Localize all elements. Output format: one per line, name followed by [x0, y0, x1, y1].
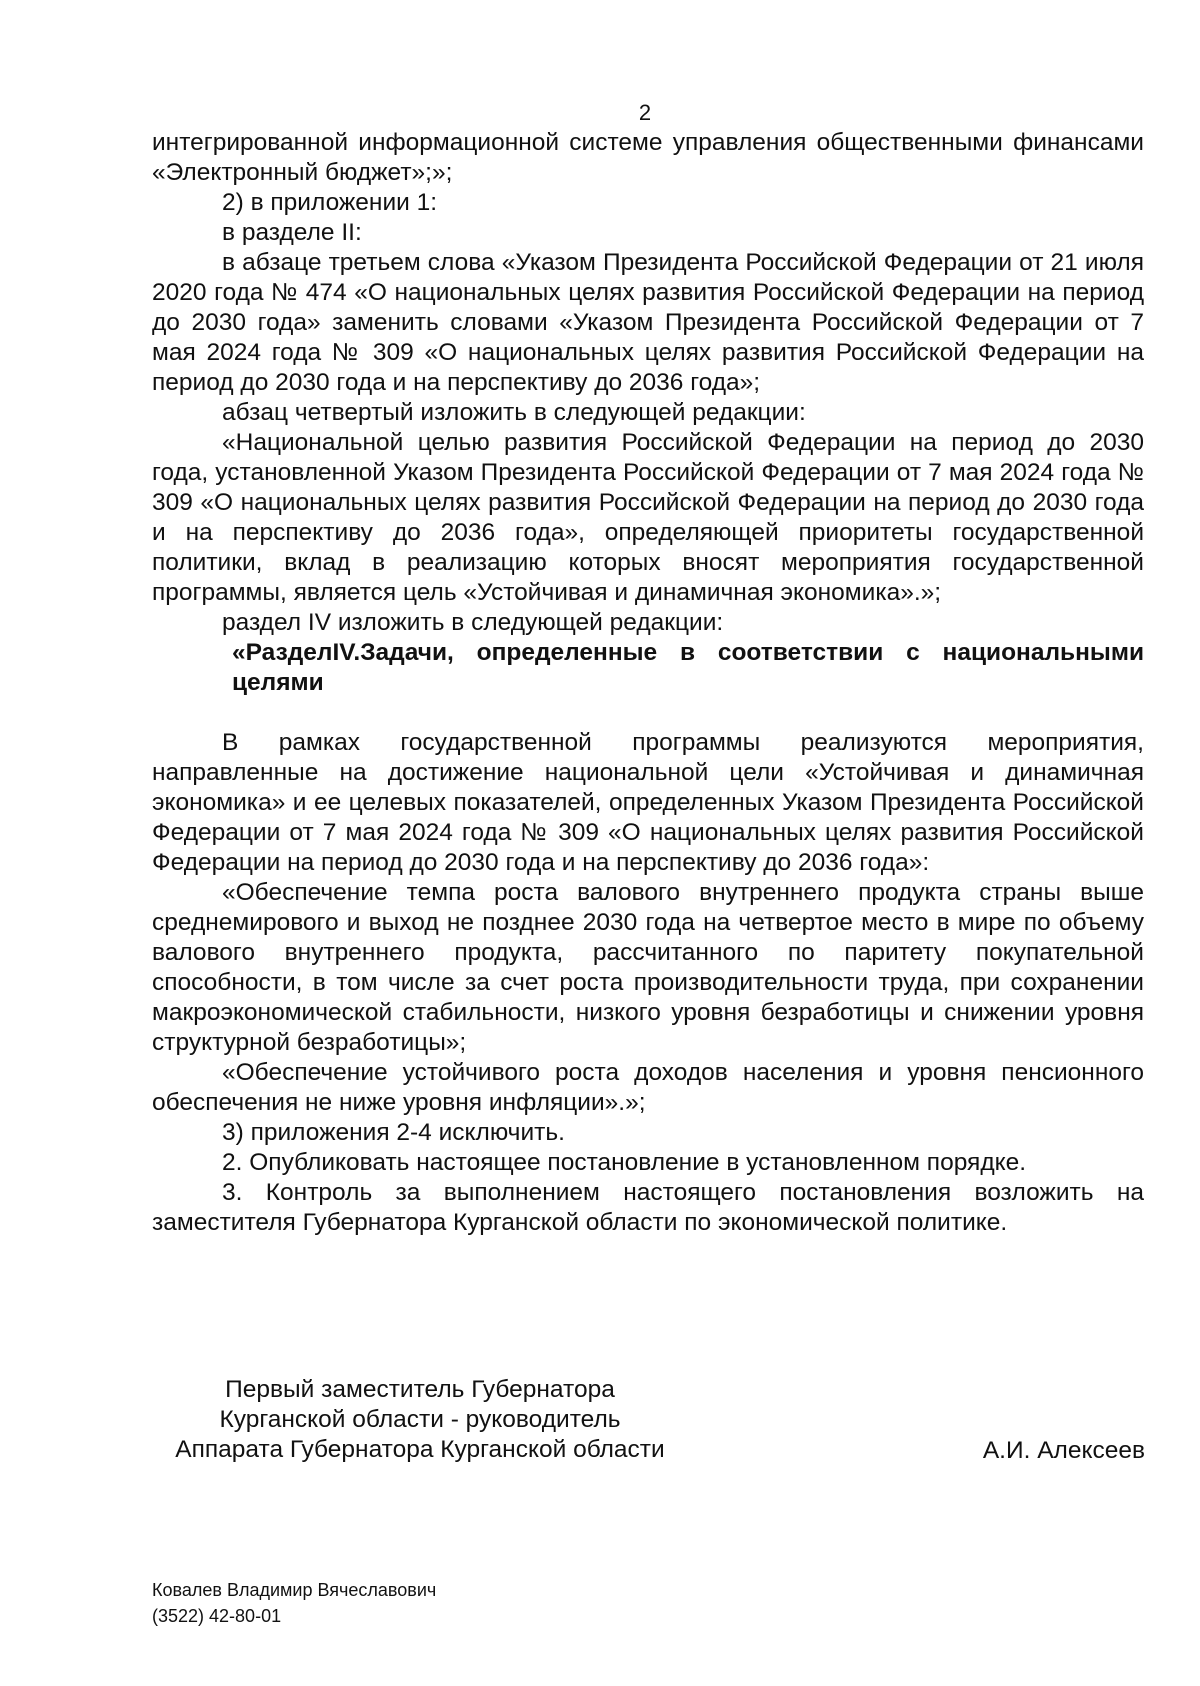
signatory-name: А.И. Алексеев [982, 1437, 1145, 1464]
section-heading: «РазделIV.Задачи, определенные в соответствии с национальными целями [232, 639, 1144, 696]
paragraph: в разделе II: [222, 219, 362, 246]
paragraph: абзац четвертый изложить в следующей редакции: [222, 399, 806, 426]
paragraph: интегрированной информационной системе управления общественными финансами «Электронный бюджет»;»; [152, 129, 1144, 186]
paragraph: «Национальной целью развития Российской Федерации на период до 2030 года, установленной Указом Президента Российской Федерации от 7 мая 2024 года № 309 «О национальных целях развития Российской Федерации на период до 2030 года и на перспективу до 2036 года», определяющей приоритеты государственной политики, вклад в реализацию которых вносят мероприятия государственной программы, является цель «Устойчивая и динамичная экономика».»; [152, 429, 1144, 606]
paragraph: В рамках государственной программы реализуются мероприятия, направленные на достижение национальной цели «Устойчивая и динамичная экономика» и ее целевых показателей, определенных Указом Президента Российской Федерации от 7 мая 2024 года № 309 «О национальных целях развития Российской Федерации на период до 2030 года и на перспективу до 2036 года»: [152, 729, 1144, 876]
page-number: 2 [638, 100, 652, 125]
signature-title-line: Первый заместитель Губернатора [225, 1376, 615, 1403]
signature-title-line: Аппарата Губернатора Курганской области [175, 1436, 665, 1463]
paragraph: раздел IV изложить в следующей редакции: [222, 609, 724, 636]
paragraph: 2. Опубликовать настоящее постановление в установленном порядке. [222, 1149, 1027, 1176]
executor-phone: (3522) 42-80-01 [152, 1606, 282, 1626]
document-body [152, 128, 1144, 1238]
paragraph: 2) в приложении 1: [222, 189, 438, 216]
paragraph: 3) приложения 2-4 исключить. [222, 1119, 565, 1146]
signature-block [150, 1375, 690, 1465]
executor-block [152, 1577, 436, 1629]
executor-name: Ковалев Владимир Вячеславович [152, 1580, 437, 1600]
paragraph: в абзаце третьем слова «Указом Президента Российской Федерации от 21 июля 2020 года № 474 «О национальных целях развития Российской Федерации на период до 2030 года» заменить словами «Указом Президента Российской Федерации от 7 мая 2024 года № 309 «О национальных целях развития Российской Федерации на период до 2030 года и на перспективу до 2036 года»; [152, 249, 1144, 396]
signature-title-line: Курганской области - руководитель [219, 1406, 621, 1433]
paragraph: 3. Контроль за выполнением настоящего постановления возложить на заместителя Губернатора Курганской области по экономической политике. [152, 1179, 1144, 1236]
spacer [152, 698, 1144, 728]
paragraph: «Обеспечение темпа роста валового внутреннего продукта страны выше среднемирового и выход не позднее 2030 года на четвертое место в мире по объему валового внутреннего продукта, рассчитанного по паритету покупательной способности, в том числе за счет роста производительности труда, при сохранении макроэкономической стабильности, низкого уровня безработицы и снижении уровня структурной безработицы»; [152, 879, 1144, 1056]
paragraph: «Обеспечение устойчивого роста доходов населения и уровня пенсионного обеспечения не ниже уровня инфляции».»; [152, 1059, 1144, 1116]
